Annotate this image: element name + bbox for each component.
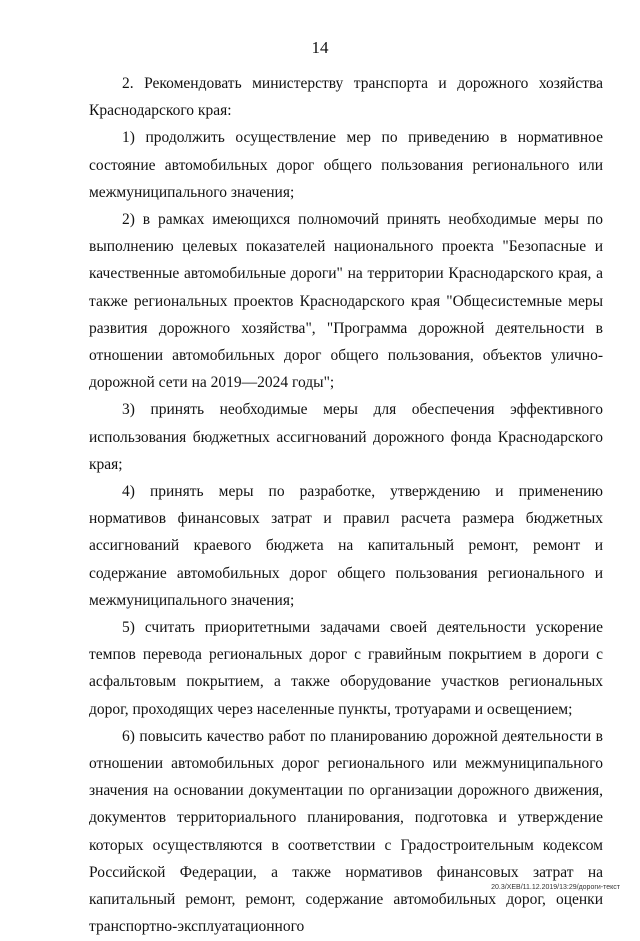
- paragraph-item-1: 1) продолжить осуществление мер по приведению в нормативное состояние автомобильных дорог общего пользования регионального или межмуниципального значения;: [89, 129, 603, 201]
- document-body: [89, 70, 603, 941]
- footer-reference: 20.3/ХЕВ/11.12.2019/13:29/дороги-текст: [491, 884, 620, 891]
- page-number: 14: [311, 38, 329, 57]
- paragraph-item-6: 6) повысить качество работ по планированию дорожной деятельности в отношении автомобильных дорог регионального или межмуниципального значения на основании документации по организации дорожного движения, документов территориального планирования, подготовка и утверждение которых осуществляются в соответствии с Градостроительным кодексом Российской Федерации, а также нормативов финансовых затрат на капитальный ремонт, ремонт, содержание автомобильных дорог, оценки транспортно-эксплуатационного: [89, 727, 603, 936]
- paragraph-item-4: 4) принять меры по разработке, утверждению и применению нормативов финансовых затрат и правил расчета размера бюджетных ассигнований краевого бюджета на капитальный ремонт, ремонт и содержание автомобильных дорог общего пользования регионального и межмуниципального значения;: [89, 483, 603, 609]
- paragraph-recommendation: 2. Рекомендовать министерству транспорта и дорожного хозяйства Краснодарского края:: [89, 75, 603, 120]
- paragraph-item-2: 2) в рамках имеющихся полномочий принять необходимые меры по выполнению целевых показателей национального проекта "Безопасные и качественные автомобильные дороги" на территории Краснодарского края, а также региональных проектов Краснодарского края "Общесистемные меры развития дорожного хозяйства", "Программа дорожной деятельности в отношении автомобильных дорог общего пользования, объектов улично-дорожной сети на 2019—2024 годы";: [89, 211, 603, 392]
- paragraph-item-5: 5) считать приоритетными задачами своей деятельности ускорение темпов перевода региональных дорог с гравийным покрытием в дороги с асфальтовым покрытием, а также оборудование участков региональных дорог, проходящих через населенные пункты, тротуарами и освещением;: [89, 619, 603, 718]
- paragraph-item-3: 3) принять необходимые меры для обеспечения эффективного использования бюджетных ассигнований дорожного фонда Краснодарского края;: [89, 401, 603, 473]
